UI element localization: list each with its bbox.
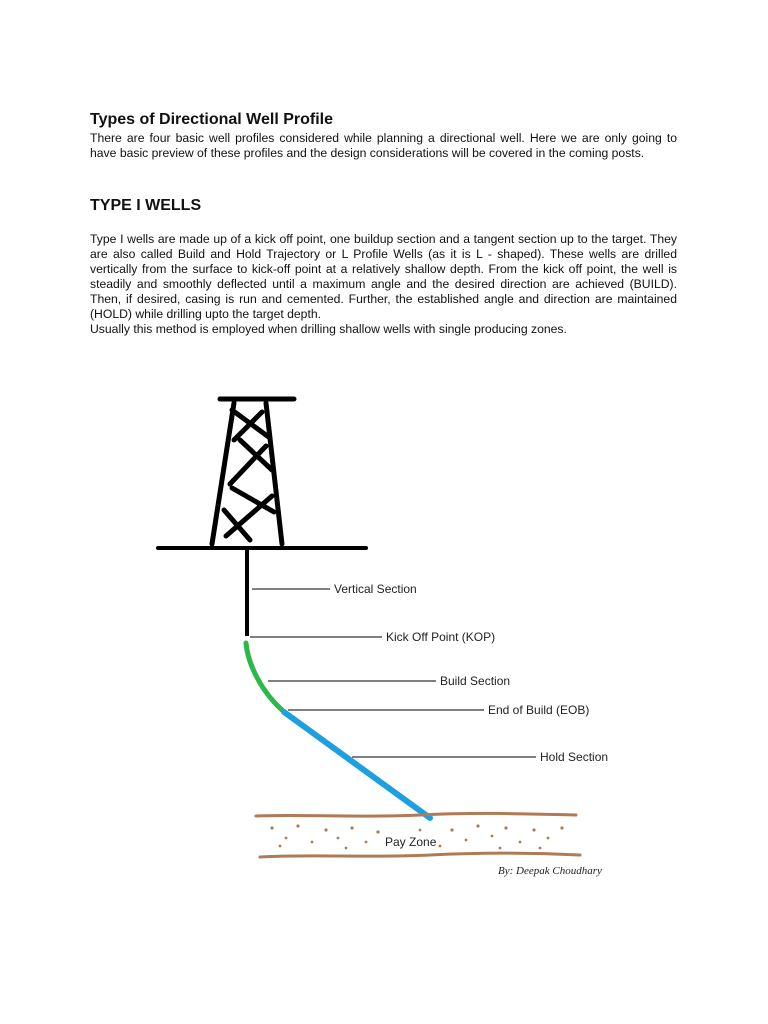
type1-usage-note: Usually this method is employed when drilling shallow wells with single producing zones. [90, 322, 567, 336]
hold-section-label: Hold Section [540, 750, 609, 764]
pay-zone-label: Pay Zone [385, 835, 437, 849]
section-title: TYPE I WELLS [90, 197, 202, 214]
type1-description: Type I wells are made up of a kick off point, one buildup section and a tangent section up to the target. They are also called Build and Hold Trajectory or L Profile Wells (as it is L - shaped). These wells are drilled vertically from the surface to kick-off point at a relatively shallow depth. From the kick off point, the well is steadily and smoothly deflected until a maximum angle and the desired direction are achieved (BUILD). Then, if desired, casing is run and cemented. Further, the established angle and direction are maintained (HOLD) while drilling upto the target depth. [90, 232, 677, 321]
build-section-path [246, 643, 282, 710]
drilling-rig-icon [212, 399, 294, 544]
kop-label: Kick Off Point (KOP) [386, 630, 496, 644]
intro-paragraph: There are four basic well profiles considered while planning a directional well. Here we are only going to have basic preview of these profiles and the design considerations will be covered in the coming posts. [90, 131, 677, 160]
hold-section-path [284, 712, 430, 818]
vertical-section-label: Vertical Section [334, 582, 417, 596]
page-heading: Types of Directional Well Profile [90, 111, 334, 128]
author-signature: By: Deepak Choudhary [498, 865, 602, 877]
well-profile-diagram [0, 370, 768, 890]
build-section-label: Build Section [440, 674, 511, 688]
eob-label: End of Build (EOB) [488, 703, 590, 717]
